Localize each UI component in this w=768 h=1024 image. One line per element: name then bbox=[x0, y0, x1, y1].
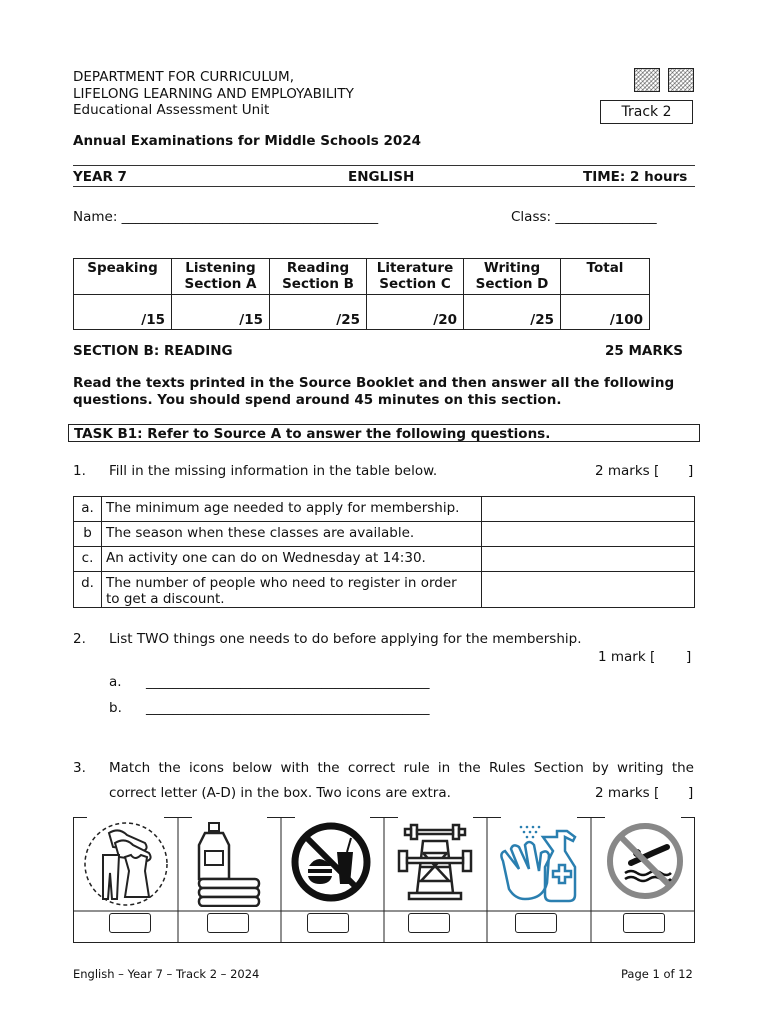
barcode-square-1 bbox=[634, 68, 660, 92]
cleaning-towels-icon bbox=[193, 821, 267, 907]
q2-a-label: a. bbox=[109, 674, 122, 690]
q1-table bbox=[73, 496, 695, 608]
task-box: TASK B1: Refer to Source A to answer the following questions. bbox=[68, 424, 700, 442]
q2-b-label: b. bbox=[109, 700, 122, 716]
q3-number: 3. bbox=[73, 760, 86, 776]
q2-b-blank[interactable]: __________________________________________ bbox=[146, 700, 430, 716]
icons-grid bbox=[73, 817, 695, 943]
answer-box-2[interactable] bbox=[207, 913, 249, 933]
department-header bbox=[73, 69, 354, 119]
class-field[interactable]: Class: _______________ bbox=[511, 209, 657, 225]
row-question: An activity one can do on Wednesday at 14:30. bbox=[102, 547, 482, 572]
gym-equipment-icon bbox=[395, 821, 475, 907]
instructions-line-1: Read the texts printed in the Source Booklet and then answer all the following bbox=[73, 375, 675, 391]
table-row bbox=[74, 522, 695, 547]
q3-marks: 2 marks [ bbox=[595, 785, 660, 801]
divider-top bbox=[73, 165, 695, 166]
department-line-2: LIFELONG LEARNING AND EMPLOYABILITY bbox=[73, 85, 354, 102]
instructions-line-2: questions. You should spend around 45 minutes on this section. bbox=[73, 392, 562, 408]
marks-value-cell[interactable]: /25 bbox=[270, 295, 367, 330]
q2-a-blank[interactable]: __________________________________________ bbox=[146, 674, 430, 690]
barcode-square-2 bbox=[668, 68, 694, 92]
marks-value-cell[interactable]: /15 bbox=[74, 295, 172, 330]
marks-header-cell: Writing Section D bbox=[464, 259, 561, 295]
no-diving-icon bbox=[605, 821, 685, 901]
table-row bbox=[74, 497, 695, 522]
time-label: TIME: 2 hours bbox=[583, 169, 688, 185]
q2-marks-close: ] bbox=[686, 649, 692, 665]
department-line-1: DEPARTMENT FOR CURRICULUM, bbox=[73, 69, 294, 85]
exam-title: Annual Examinations for Middle Schools 2024 bbox=[73, 133, 422, 149]
table-row bbox=[74, 572, 695, 608]
sportswear-icon bbox=[81, 821, 171, 907]
row-letter: c. bbox=[74, 547, 102, 572]
table-row bbox=[74, 547, 695, 572]
row-letter: d. bbox=[74, 572, 102, 608]
marks-header-cell: Literature Section C bbox=[367, 259, 464, 295]
answer-box-3[interactable] bbox=[307, 913, 349, 933]
row-question: The season when these classes are available. bbox=[102, 522, 482, 547]
marks-table bbox=[73, 258, 650, 330]
divider-bottom bbox=[73, 186, 695, 187]
q2-marks: 1 mark [ bbox=[598, 649, 656, 665]
page-number: Page 1 of 12 bbox=[621, 967, 693, 981]
marks-header-cell: Listening Section A bbox=[172, 259, 270, 295]
track-box: Track 2 bbox=[600, 100, 693, 124]
row-letter: b bbox=[74, 522, 102, 547]
marks-header-cell: Speaking bbox=[74, 259, 172, 295]
answer-cell[interactable] bbox=[482, 522, 695, 547]
q3-line-2: correct letter (A-D) in the box. Two icons are extra. bbox=[109, 785, 451, 801]
marks-value-cell[interactable]: /100 bbox=[561, 295, 650, 330]
year-label: YEAR 7 bbox=[73, 169, 127, 185]
footer-left: English – Year 7 – Track 2 – 2024 bbox=[73, 967, 260, 981]
row-question: The minimum age needed to apply for membership. bbox=[102, 497, 482, 522]
row-question: The number of people who need to register in order to get a discount. bbox=[102, 572, 482, 608]
q1-text: Fill in the missing information in the table below. bbox=[109, 463, 438, 479]
name-field[interactable]: Name: ______________________________________ bbox=[73, 209, 379, 225]
section-marks: 25 MARKS bbox=[605, 343, 683, 359]
q1-number: 1. bbox=[73, 463, 86, 479]
department-line-3: Educational Assessment Unit bbox=[73, 102, 270, 118]
instructions bbox=[73, 375, 703, 409]
no-food-drink-icon bbox=[291, 822, 371, 902]
row-letter: a. bbox=[74, 497, 102, 522]
q3-marks-close: ] bbox=[688, 785, 694, 801]
sanitize-hands-icon bbox=[493, 821, 579, 907]
answer-box-6[interactable] bbox=[623, 913, 665, 933]
marks-header-cell: Reading Section B bbox=[270, 259, 367, 295]
section-title: SECTION B: READING bbox=[73, 343, 233, 359]
q2-number: 2. bbox=[73, 631, 86, 647]
q3-line-1: Match the icons below with the correct rule in the Rules Section by writing the bbox=[109, 760, 694, 776]
marks-value-cell[interactable]: /25 bbox=[464, 295, 561, 330]
answer-box-1[interactable] bbox=[109, 913, 151, 933]
subject-label: ENGLISH bbox=[348, 169, 415, 185]
answer-box-5[interactable] bbox=[515, 913, 557, 933]
marks-header-cell: Total bbox=[561, 259, 650, 295]
q2-text: List TWO things one needs to do before applying for the membership. bbox=[109, 631, 582, 647]
answer-box-4[interactable] bbox=[408, 913, 450, 933]
marks-value-cell[interactable]: /15 bbox=[172, 295, 270, 330]
q1-marks-close: ] bbox=[688, 463, 694, 479]
answer-cell[interactable] bbox=[482, 572, 695, 608]
marks-value-cell[interactable]: /20 bbox=[367, 295, 464, 330]
answer-cell[interactable] bbox=[482, 497, 695, 522]
q1-marks: 2 marks [ bbox=[595, 463, 660, 479]
answer-cell[interactable] bbox=[482, 547, 695, 572]
